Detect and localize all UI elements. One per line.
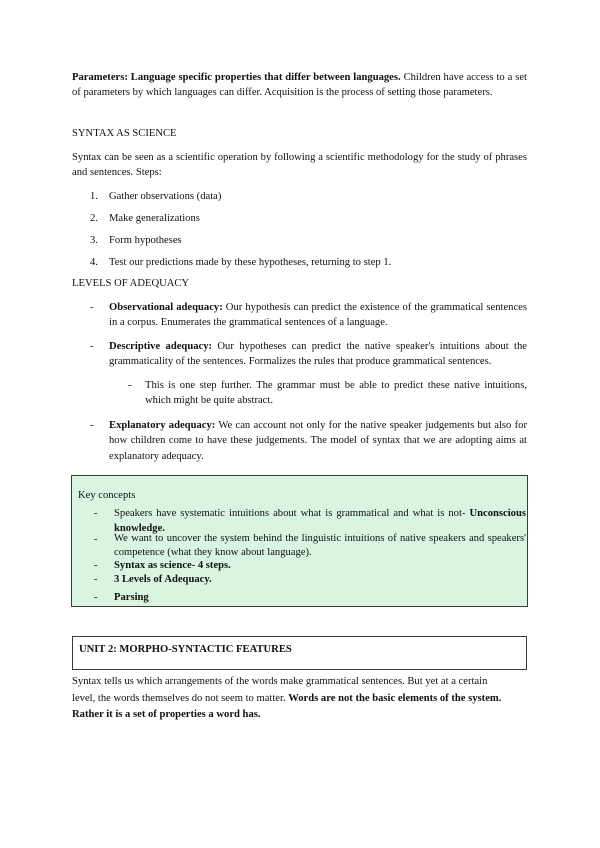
list-item: 2. Make generalizations — [90, 213, 200, 224]
explanatory-term: Explanatory adequacy: — [109, 420, 216, 431]
parameters-term: Parameters: Language specific properties that differ between languages. — [72, 72, 401, 83]
list-item: 1. Gather observations (data) — [90, 191, 222, 202]
list-item: 4. Test our predictions made by these hypotheses, returning to step 1. — [90, 257, 392, 268]
unit2-title: UNIT 2: MORPHO-SYNTACTIC FEATURES — [79, 644, 292, 655]
explanatory-adequacy-item: - Explanatory adequacy: We can account not only for the native speaker judgements but also for how children come to have these judgements. The model of syntax that we are adopting aims at explanatory adequacy. — [90, 420, 527, 462]
descriptive-adequacy-item: - Descriptive adequacy: Our hypotheses can predict the native speaker's intuitions about the grammaticality of the sentences. Formalizes the rules that produce grammatical sentences. — [90, 341, 527, 368]
observational-adequacy-item: - Observational adequacy: Our hypothesis can predict the existence of the grammatical sentences in a corpus. Enumerates the grammatical sentences of a language. — [90, 302, 527, 329]
key-concepts-title: Key concepts — [78, 490, 136, 501]
syntax-science-heading: SYNTAX AS SCIENCE — [72, 128, 177, 139]
list-item: - Parsing — [94, 592, 149, 603]
descriptive-sub-item: - This is one step further. The grammar must be able to predict these native intuitions, which might be quite abstract. — [128, 380, 527, 407]
unit2-title-box — [72, 636, 527, 670]
parameters-definition: Children have access to a set of parameters by which languages can differ. Acquisition is the process of setting those parameters. — [72, 72, 527, 99]
list-item: - Speakers have systematic intuitions about what is grammatical and what is not- Unconscious knowledge. — [94, 508, 526, 535]
list-item: - 3 Levels of Adequacy. — [94, 574, 212, 585]
key-concepts-box — [71, 475, 528, 607]
descriptive-term: Descriptive adequacy: — [109, 341, 213, 352]
unit2-paragraph: Syntax tells us which arrangements of the words make grammatical sentences. But yet at a certain level, the words themselves do not seem to matter. Words are not the basic elements of the system. Rather it is a set of properties a word has. — [72, 676, 502, 720]
list-item: 3. Form hypotheses — [90, 235, 182, 246]
levels-heading: LEVELS OF ADEQUACY — [72, 278, 190, 289]
list-item: - Syntax as science- 4 steps. — [94, 560, 231, 571]
syntax-science-paragraph: Syntax can be seen as a scientific operation by following a scientific methodology for the study of phrases and sentences. Steps: — [72, 152, 527, 179]
steps-list — [90, 189, 391, 277]
list-item: - We want to uncover the system behind the linguistic intuitions of native speakers and speakers' competence (what they know about language). — [94, 533, 526, 558]
parameters-paragraph — [72, 70, 527, 101]
observational-term: Observational adequacy: — [109, 302, 223, 313]
unit2-emphasis: Words are not the basic elements of the system. Rather it is a set of properties a word has. — [72, 692, 502, 720]
